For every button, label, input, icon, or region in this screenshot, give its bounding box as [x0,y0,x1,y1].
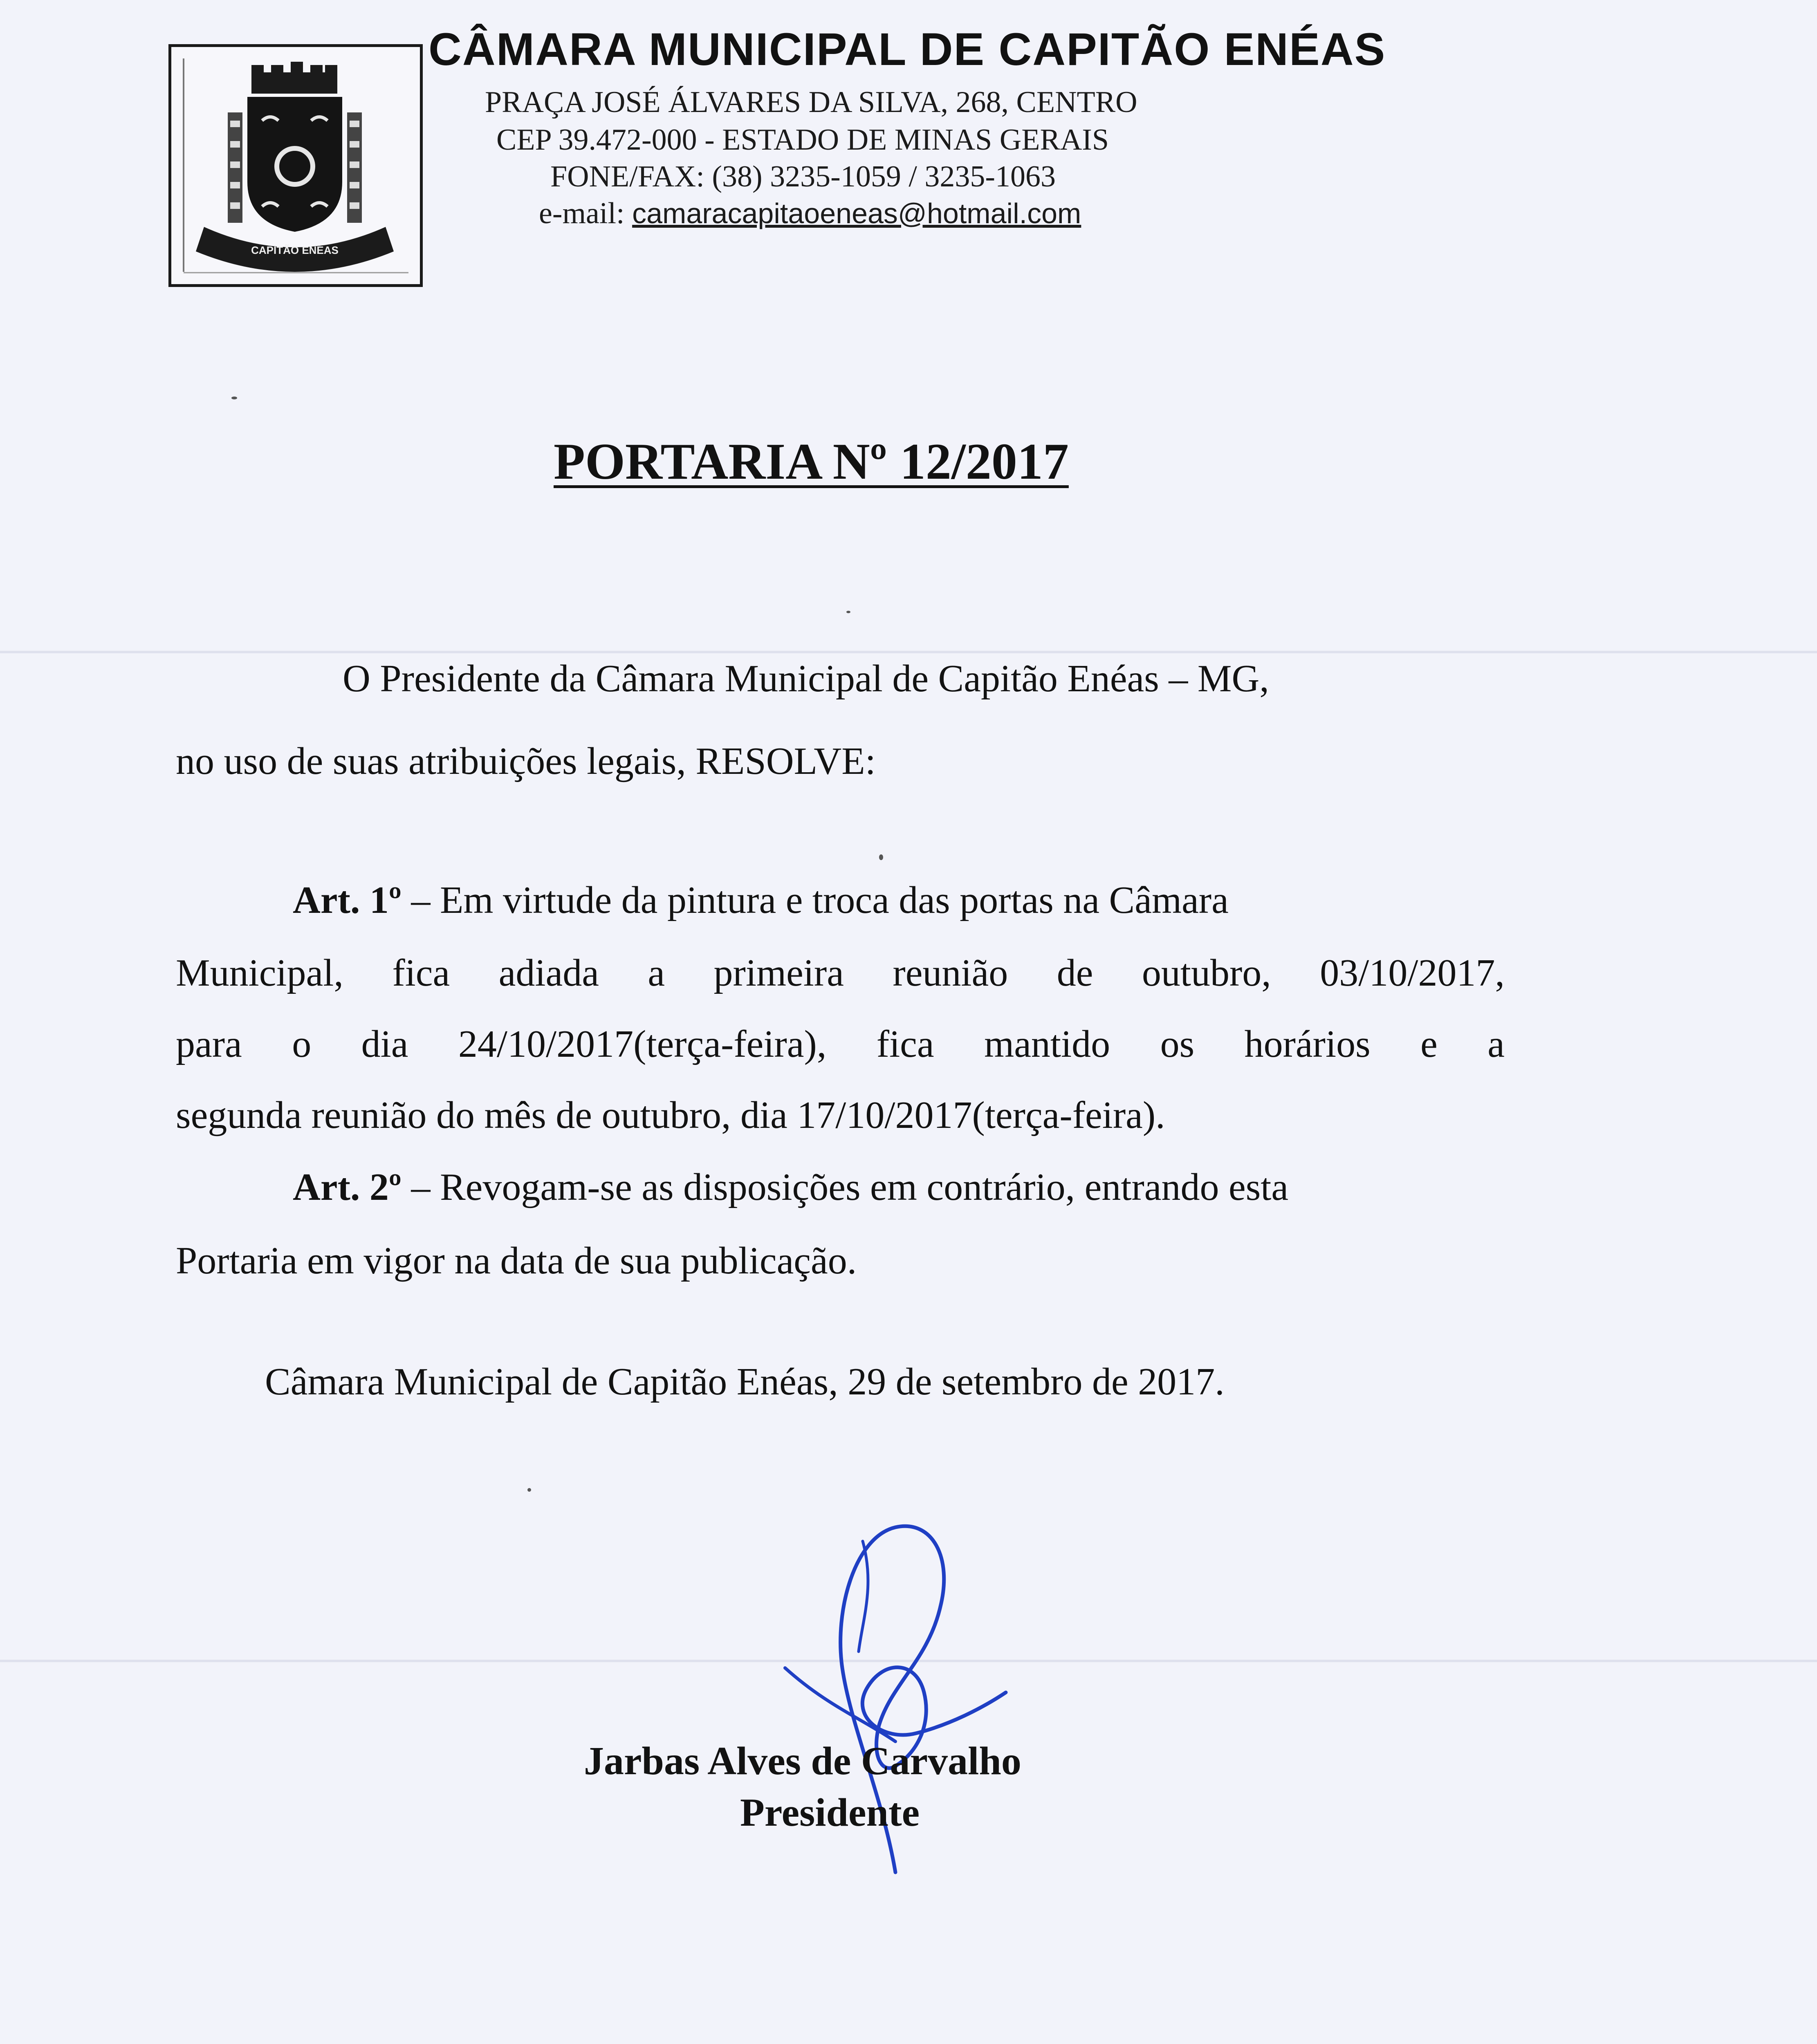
institution-name: CÂMARA MUNICIPAL DE CAPITÃO ENÉAS [428,24,1386,75]
article-1-line: segunda reunião do mês de outubro, dia 17/10/2017(terça-feira). [176,1094,1165,1136]
signatory-role: Presidente [740,1791,920,1835]
seal-banner-text: CAPITÃO ENÉAS [251,244,339,256]
address-line: PRAÇA JOSÉ ÁLVARES DA SILVA, 268, CENTRO [485,85,1137,119]
document-title: PORTARIA Nº 12/2017 [554,433,1069,490]
scan-speck [231,397,237,399]
scan-speck [846,611,850,613]
handwritten-signature [760,1513,1022,1905]
article-1-label: Art. 1º [293,879,402,921]
intro-line: O Presidente da Câmara Municipal de Capitão Enéas – MG, [343,657,1269,700]
address-postal-state: CEP 39.472-000 - ESTADO DE MINAS GERAIS [496,123,1109,157]
article-1-line: Municipal, fica adiada a primeira reunião de outubro, 03/10/2017, [176,952,1505,994]
article-2-line [293,1165,1505,1209]
scan-speck [879,854,883,860]
article-1-text: – Em virtude da pintura e troca das portas na Câmara [401,879,1229,921]
article-2-line: Portaria em vigor na data de sua publicação. [176,1239,857,1282]
article-1-line: para o dia 24/10/2017(terça-feira), fica mantido os horários e a [176,1023,1505,1065]
phone-fax: FONE/FAX: (38) 3235-1059 / 3235-1063 [550,160,1056,193]
paper-fold-line [0,651,1817,653]
article-2-text: – Revogam-se as disposições em contrário, entrando esta [401,1166,1289,1208]
intro-line: no uso de suas atribuições legais, RESOLVE: [176,740,876,782]
article-1-line [293,878,1505,922]
email-label: e-mail: [539,197,633,230]
article-2-label: Art. 2º [293,1166,402,1208]
closing-date-line: Câmara Municipal de Capitão Enéas, 29 de setembro de 2017. [265,1360,1225,1403]
scan-speck [527,1488,531,1492]
email-line [539,196,1081,231]
municipal-seal-logo [168,44,423,287]
signatory-name: Jarbas Alves de Carvalho [584,1739,1021,1783]
email-link[interactable]: camaracapitaoeneas@hotmail.com [632,197,1081,229]
